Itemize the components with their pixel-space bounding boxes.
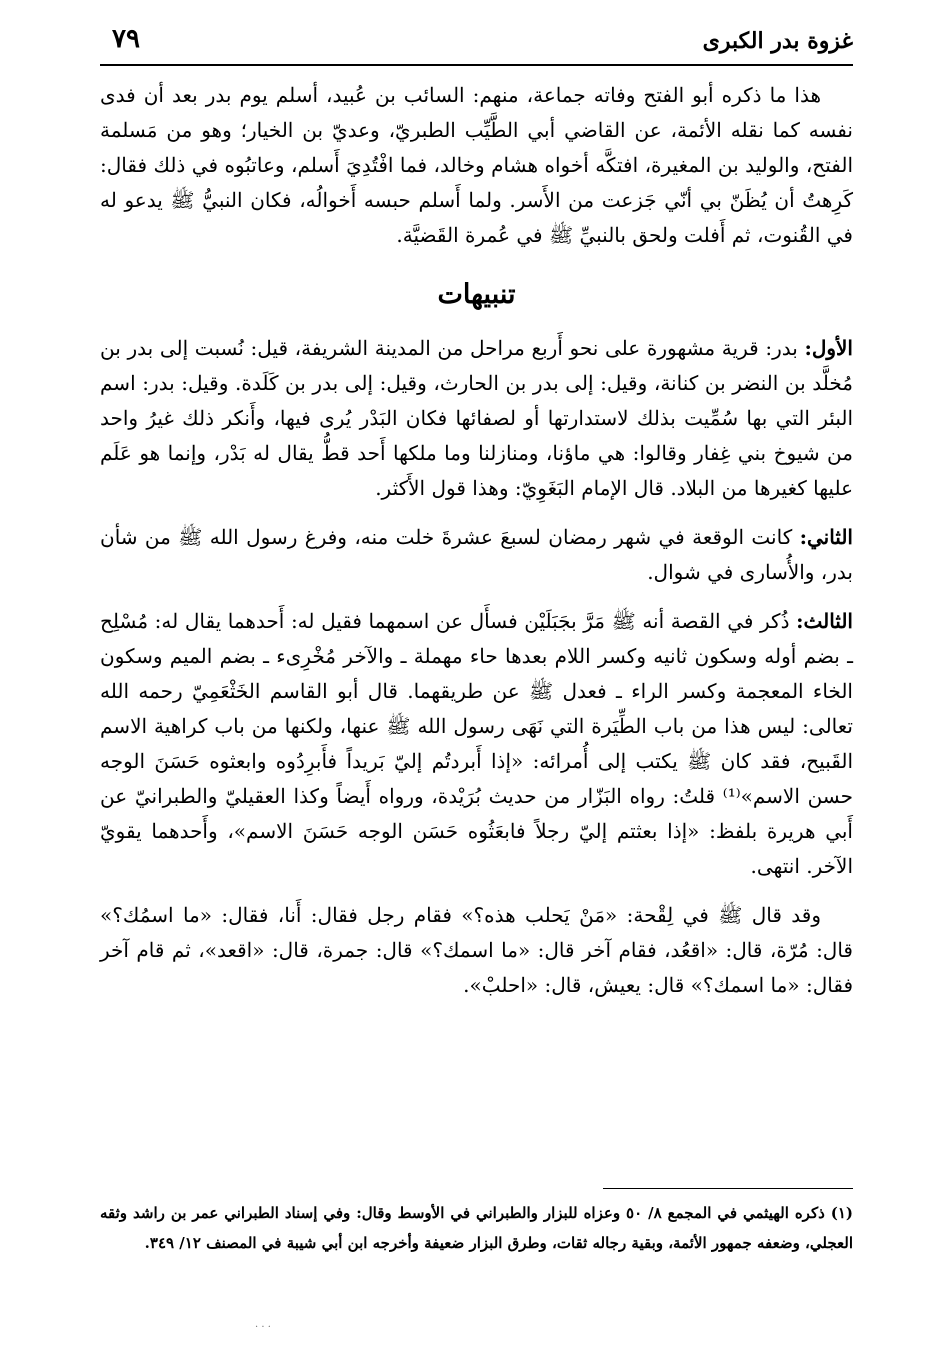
section-heading: تنبيهات	[437, 279, 516, 310]
note-third-text: ذُكر في القصة أنه ﷺ مَرَّ بجَبَلَيْن فسأَل عن اسمهما فقيل له: أَحدهما يقال له: مُسْلِح ـ بضم أوله وسكون ثانيه وكسر اللام بعدها حاء مهملة ـ والآخر مُخْرِىء ـ بضم الميم وسكون الخاء المعجمة وكسر الراء ـ فعدل ﷺ عن طريقهما. قال أبو القاسم الخَثْعَمِيّ رحمه الله تعالى: ليس هذا من باب الطِّيَرة التي نَهَى رسول الله ﷺ عنها، ولكنها من باب كراهية الاسم القَبيح، فقد كان ﷺ يكتب إلى أُمرائه: «إذا أَبردتُم إليّ بَريداً فأَبرِدُوه وابعثوه حَسَنَ الوجه حسن الاسم»⁽¹⁾ قلتُ: رواه البَزّار من حديث بُرَيْدة، ورواه أَيضاً وكذا العقيليّ والطبرانيّ عن أَبي هريرة بلفظ: «إذا بعثتم إليّ رجلاً فابعَثُوه حَسَن الوجه حَسَنَ الاسم»، وأَحدهما يقويّ الآخر. انتهى.	[100, 609, 853, 878]
stray-mark: · · ·	[255, 1322, 271, 1333]
footnote-divider	[603, 1188, 853, 1189]
page-number: ٧٩	[112, 24, 140, 54]
header-divider	[100, 64, 853, 66]
page-header	[100, 18, 853, 64]
note-first-lead: الأول:	[804, 336, 853, 360]
note-first-text: بدر: قرية مشهورة على نحو أَربع مراحل من المدينة الشريفة، قيل: نُسبت إلى بدر بن مُخلَّد بن النضر بن كنانة، وقيل: إلى بدر بن الحارث، وقيل: إلى بدر بن كَلَدة. وقيل: بدر: اسم البئر التي بها سُمِّيت بذلك لاستدارتها أو لصفائها فكان البَدْر يُرى فيها، وأَنكر ذلك غيرُ واحد من شيوخ بني غِفار وقالوا: هي ماؤنا، ومنازلنا وما ملكها أَحد قطُّ يقال له بَدْر، وإنما هو عَلَم عليها كغيرها من البلاد. قال الإمام البَغَوِيّ: وهذا قول الأَكثر.	[100, 336, 853, 500]
closing-paragraph: وقد قال ﷺ في لِقْحة: «مَنْ يَحلب هذه؟» فقام رجل فقال: أَنا، فقال: «ما اسمُك؟» قال: مُرّة، قال: «اقعُد، فقام آخر قال: «ما اسمك؟» قال: جمرة، قال: «اقعد»، ثم قام آخر فقال: «ما اسمك؟» قال: يعيش، قال: «احلبْ».	[100, 903, 853, 997]
note-first	[100, 331, 853, 506]
note-second-text: كانت الوقعة في شهر رمضان لسبعَ عشرةَ خلت منه، وفرغ رسول الله ﷺ من شأن بدر، والأُسارى في شوال.	[100, 525, 853, 584]
note-third	[100, 604, 853, 884]
intro-paragraph: هذا ما ذكره أبو الفتح وفاته جماعة، منهم: السائب بن عُبيد، أسلم يوم بدر بعد أن فدى نفسه كما نقله الأئمة، عن القاضي أبي الطَّيِّب الطبريّ، وعديّ بن الخيار؛ وهو من مَسلمة الفتح، والوليد بن المغيرة، افتكَّه أخواه هشام وخالد، فما افْتُدِيَ أَسلم، وعاتبُوه في ذلك فقال: كَرِهتُ أن يُظَنّ بي أنّي جَزعت من الأَسر. ولما أَسلم حبسه أَخوالُه، فكان النبيُّ ﷺ يدعو له في القُنوت، ثم أَفلت ولحق بالنبيِّ ﷺ في عُمرة القَضيَّة.	[100, 83, 853, 247]
running-title: غزوة بدر الكبرى	[702, 28, 853, 54]
page-body	[100, 78, 853, 1017]
footnote: (١) ذكره الهيثمي في المجمع ٨/ ٥٠ وعزاه للبزار والطبراني في الأوسط وقال: وفي إسناد الطبراني عمر بن راشد وثقه العجلي، وضعفه جمهور الأئمة، وبقية رجاله ثقات، وطرق البزار ضعيفة وأخرجه ابن أبي شيبة في المصنف ١٢/ ٣٤٩.	[100, 1204, 854, 1252]
note-second-lead: الثاني:	[799, 525, 853, 549]
note-second	[100, 520, 853, 590]
note-third-lead: الثالث:	[796, 609, 853, 633]
